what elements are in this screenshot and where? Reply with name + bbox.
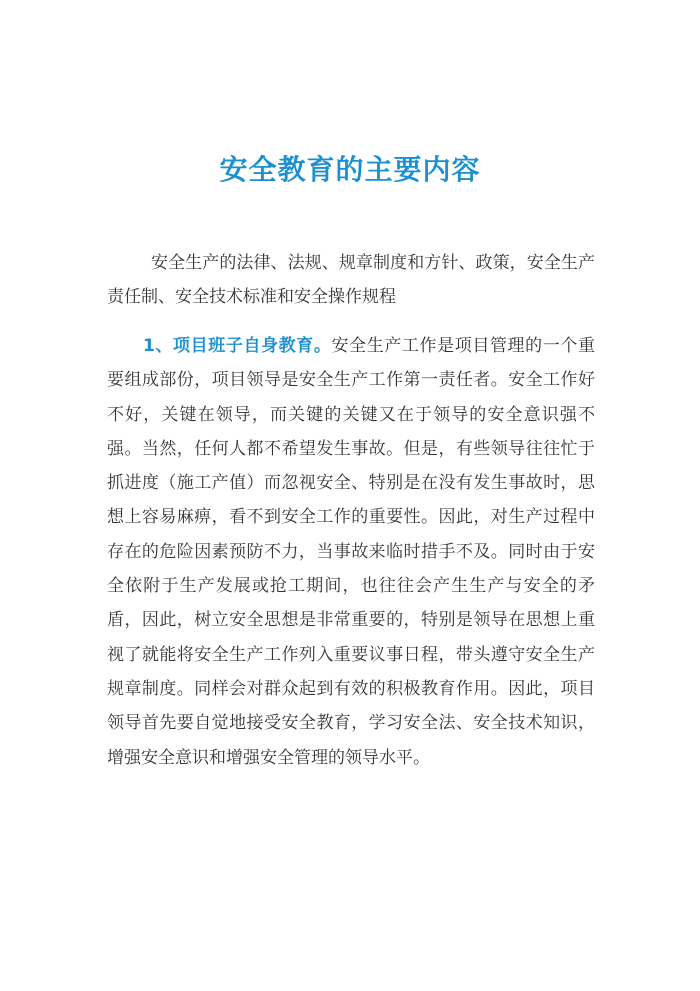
section-1-text: 安全生产工作是项目管理的一个重要组成部份，项目领导是安全生产工作第一责任者。安全工作好不好，关键在领导，而关键的关键又在于领导的安全意识强不强。当然，任何人都不希望发生事故。但是，有些领导往往忙于抓进度（施工产值）而忽视安全、特别是在没有发生事故时，思想上容易麻痹，看不到安全工作的重要性。因此，对生产过程中存在的危险因素预防不力，当事故来临时措手不及。同时由于安全依附于生产发展或抢工期间，也往往会产生生产与安全的矛盾，因此，树立安全思想是非常重要的，特别是领导在思想上重视了就能将安全生产工作列入重要议事日程，带头遵守安全生产规章制度。同样会对群众起到有效的积极教育作用。因此，项目领导首先要自觉地接受安全教育，学习安全法、安全技术知识，增强安全意识和增强安全管理的领导水平。 — [107, 336, 595, 768]
section-1-heading: 1、项目班子自身教育。 — [143, 336, 332, 356]
section-1-paragraph — [107, 329, 595, 775]
intro-paragraph: 安全生产的法律、法规、规章制度和方针、政策，安全生产责任制、安全技术标准和安全操作规程 — [107, 253, 595, 307]
page-title: 安全教育的主要内容 — [219, 153, 481, 186]
